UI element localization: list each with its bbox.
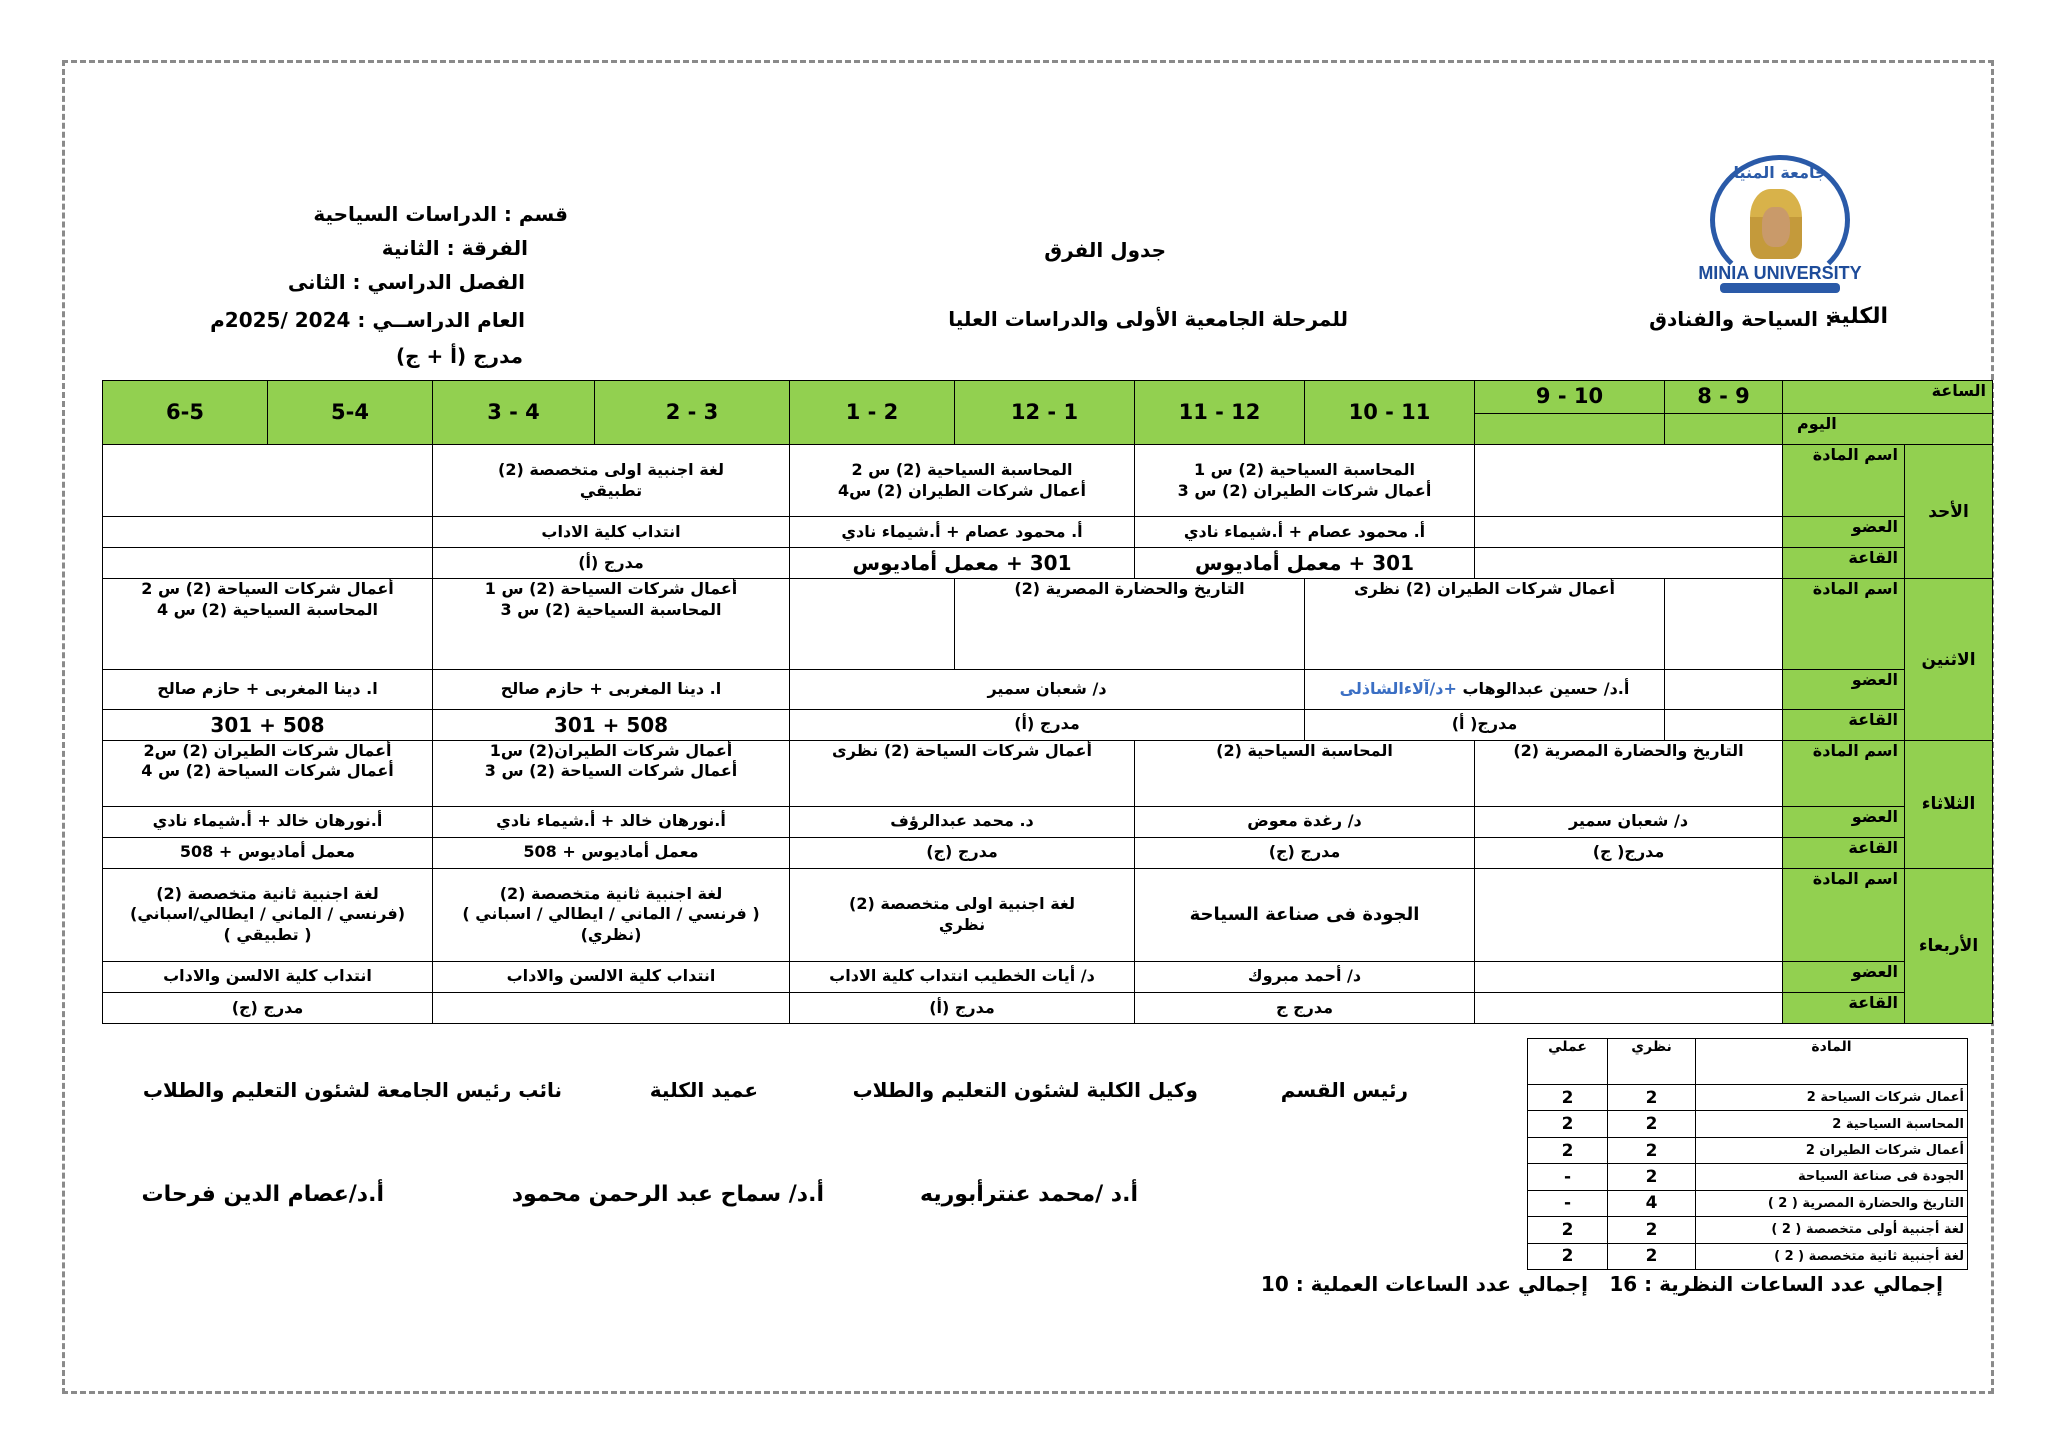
time-slot: 10 - 9 (1475, 381, 1665, 414)
room-cell: مدرج (أ) (790, 992, 1135, 1023)
room-cell (433, 992, 790, 1023)
time-slot: 5-4 (268, 381, 433, 445)
member-cell: ا. دينا المغربى + حازم صالح (103, 670, 433, 709)
signature-name-vice-president: أ.د/عصام الدين فرحات (141, 1182, 384, 1207)
hours-theory: 2 (1608, 1164, 1696, 1190)
room-cell: معمل أماديوس + 508 (103, 837, 433, 868)
day-label: اليوم (1783, 414, 1993, 445)
class-cell: التاريخ والحضارة المصرية (2) (1475, 740, 1783, 806)
hours-practical: - (1528, 1190, 1608, 1216)
schedule-table (102, 380, 1993, 1024)
nefertiti-face-icon (1762, 207, 1790, 247)
room-label: القاعة (1783, 992, 1905, 1023)
member-cell: انتداب كلية الالسن والاداب (103, 961, 433, 992)
member-cell: انتداب كلية الالسن والاداب (433, 961, 790, 992)
hours-practical: 2 (1528, 1137, 1608, 1163)
room-cell: معمل أماديوس + 508 (433, 837, 790, 868)
day-tuesday: الثلاثاء (1905, 740, 1993, 868)
room-cell: مدرج (ج) (103, 992, 433, 1023)
room-cell: مدرج ج (1135, 992, 1475, 1023)
class-cell: أعمال شركات السياحة (2) نظرى (790, 740, 1135, 806)
hours-subject: الجودة فى صناعة السياحة (1696, 1164, 1968, 1190)
hours-subject: لغة أجنبية أولى متخصصة ( 2 ) (1696, 1217, 1968, 1243)
logo-book-icon (1720, 283, 1840, 293)
member-cell: د. محمد عبدالرؤف (790, 806, 1135, 837)
hours-practical: - (1528, 1164, 1608, 1190)
room-cell: 301 + معمل أماديوس (1135, 548, 1475, 579)
member-cell: أ. محمود عصام + أ.شيماء نادي (790, 517, 1135, 548)
class-cell: لغة اجنبية ثانية متخصصة (2) ( فرنسي / الماني / ايطالي / اسباني ) (نظري) (433, 868, 790, 961)
member-cell: انتداب كلية الاداب (433, 517, 790, 548)
time-slot: 1 - 12 (955, 381, 1135, 445)
department: قسم : الدراسات السياحية (313, 202, 568, 226)
logo-arabic-text: جامعة المنيا (1733, 163, 1827, 182)
room-cell: مدرج (أ) (790, 709, 1305, 740)
subject-label: اسم المادة (1783, 445, 1905, 517)
member-cell: أ.نورهان خالد + أ.شيماء نادي (433, 806, 790, 837)
subject-label: اسم المادة (1783, 740, 1905, 806)
hours-theory: 2 (1608, 1243, 1696, 1269)
member-cell (1305, 670, 1665, 709)
member-cell: ا. دينا المغربى + حازم صالح (433, 670, 790, 709)
hours-header-theory: نظري (1608, 1039, 1696, 1085)
class-cell: الجودة فى صناعة السياحة (1135, 868, 1475, 961)
university-logo (1690, 155, 1870, 305)
member-label: العضو (1783, 670, 1905, 709)
member-name: أ.د/ حسين عبدالوهاب (1462, 679, 1630, 699)
hours-subject: المحاسبة السياحية 2 (1696, 1111, 1968, 1137)
class-cell: أعمال شركات الطيران(2) س1 أعمال شركات السياحة (2) س 3 (433, 740, 790, 806)
class-cell: لغة اجنبية اولى متخصصة (2) نظري (790, 868, 1135, 961)
member-cell: د/ شعبان سمير (790, 670, 1305, 709)
day-sunday: الأحد (1905, 445, 1993, 579)
class-cell: أعمال شركات السياحة (2) س 1 المحاسبة السياحية (2) س 3 (433, 579, 790, 670)
hours-header-practical: عملي (1528, 1039, 1608, 1085)
signature-name-dean: أ.د/ سماح عبد الرحمن محمود (511, 1182, 824, 1207)
class-cell: لغة اجنبية اولى متخصصة (2) تطبيقي (433, 445, 790, 517)
room-cell: مدرج( أ) (1305, 709, 1665, 740)
member-cell: د/ شعبان سمير (1475, 806, 1783, 837)
hours-theory: 2 (1608, 1085, 1696, 1111)
hours-theory: 2 (1608, 1217, 1696, 1243)
semester: الفصل الدراسي : الثانى (287, 270, 525, 294)
faculty-label: الكلية (1828, 304, 1888, 329)
room-label: القاعة (1783, 548, 1905, 579)
room-label: القاعة (1783, 709, 1905, 740)
hour-label: الساعة (1783, 381, 1993, 414)
logo-text: MINIA UNIVERSITY (1698, 263, 1862, 283)
member-label: العضو (1783, 806, 1905, 837)
member-cell: د/ رغدة معوض (1135, 806, 1475, 837)
signature-title-vice-dean: وكيل الكلية لشئون التعليم والطلاب (852, 1078, 1198, 1102)
room-cell: مدرج (أ) (433, 548, 790, 579)
signature-name-vice-dean: أ.د /محمد عنترأبوريه (919, 1182, 1138, 1207)
room-cell: مدرج (ج) (1135, 837, 1475, 868)
member-cell: د/ أحمد مبروك (1135, 961, 1475, 992)
hours-theory: 2 (1608, 1137, 1696, 1163)
class-cell: المحاسبة السياحية (2) س 2 أعمال شركات الطيران (2) س4 (790, 445, 1135, 517)
room-cell: مدرج( ج) (1475, 837, 1783, 868)
signature-title-dean: عميد الكلية (649, 1078, 758, 1102)
time-slot: 9 - 8 (1665, 381, 1783, 414)
division: الفرقة : الثانية (381, 236, 528, 260)
hours-subject: أعمال شركات الطيران 2 (1696, 1137, 1968, 1163)
faculty: : السياحة والفنادق (1649, 307, 1833, 331)
class-cell: المحاسبة السياحية (2) س 1 أعمال شركات الطيران (2) س 3 (1135, 445, 1475, 517)
page-title: جدول الفرق (1044, 238, 1166, 262)
day-monday: الاثنين (1905, 579, 1993, 740)
time-slot: 6-5 (103, 381, 268, 445)
room-cell: 508 + 301 (433, 709, 790, 740)
hours-theory: 2 (1608, 1111, 1696, 1137)
total-practical-hours: إجمالي عدد الساعات العملية : 10 (1260, 1272, 1588, 1296)
page-subtitle: للمرحلة الجامعية الأولى والدراسات العليا (948, 307, 1348, 331)
member-label: العضو (1783, 517, 1905, 548)
day-wednesday: الأربعاء (1905, 868, 1993, 1023)
class-cell: أعمال شركات الطيران (2) نظرى (1305, 579, 1665, 670)
hours-header-subject: المادة (1696, 1039, 1968, 1085)
hall: مدرج (أ + ج) (395, 344, 523, 368)
credit-hours-table (1527, 1038, 1968, 1270)
total-theory-hours: إجمالي عدد الساعات النظرية : 16 (1609, 1272, 1943, 1296)
hours-subject: أعمال شركات السياحة 2 (1696, 1085, 1968, 1111)
class-cell: أعمال شركات الطيران (2) س2 أعمال شركات السياحة (2) س 4 (103, 740, 433, 806)
time-slot: 3 - 2 (595, 381, 790, 445)
hours-practical: 2 (1528, 1111, 1608, 1137)
time-slot: 11 - 10 (1305, 381, 1475, 445)
class-cell: لغة اجنبية ثانية متخصصة (2) (فرنسي / الماني / ايطالي/اسباني) ( تطبيقي ) (103, 868, 433, 961)
member-cell: أ.نورهان خالد + أ.شيماء نادي (103, 806, 433, 837)
time-slot: 12 - 11 (1135, 381, 1305, 445)
hours-practical: 2 (1528, 1085, 1608, 1111)
member-label: العضو (1783, 961, 1905, 992)
room-cell: 508 + 301 (103, 709, 433, 740)
hours-subject: التاريخ والحضارة المصرية ( 2 ) (1696, 1190, 1968, 1216)
time-slot: 2 - 1 (790, 381, 955, 445)
class-cell: المحاسبة السياحية (2) (1135, 740, 1475, 806)
member-cell: د/ أيات الخطيب انتداب كلية الاداب (790, 961, 1135, 992)
class-cell: أعمال شركات السياحة (2) س 2 المحاسبة السياحية (2) س 4 (103, 579, 433, 670)
subject-label: اسم المادة (1783, 579, 1905, 670)
member-name: +د/آلاءالشاذلى (1339, 679, 1457, 699)
hours-theory: 4 (1608, 1190, 1696, 1216)
subject-label: اسم المادة (1783, 868, 1905, 961)
time-slot: 4 - 3 (433, 381, 595, 445)
member-cell: أ. محمود عصام + أ.شيماء نادي (1135, 517, 1475, 548)
room-cell: مدرج (ج) (790, 837, 1135, 868)
hours-practical: 2 (1528, 1217, 1608, 1243)
hours-subject: لغة أجنبية ثانية متخصصة ( 2 ) (1696, 1243, 1968, 1269)
hours-practical: 2 (1528, 1243, 1608, 1269)
room-label: القاعة (1783, 837, 1905, 868)
class-cell: التاريخ والحضارة المصرية (2) (955, 579, 1305, 670)
academic-year: العام الدراســي : 2024 /2025م (210, 308, 525, 332)
signature-title-head: رئيس القسم (1280, 1078, 1408, 1102)
room-cell: 301 + معمل أماديوس (790, 548, 1135, 579)
signature-title-vice-president: نائب رئيس الجامعة لشئون التعليم والطلاب (142, 1078, 562, 1102)
